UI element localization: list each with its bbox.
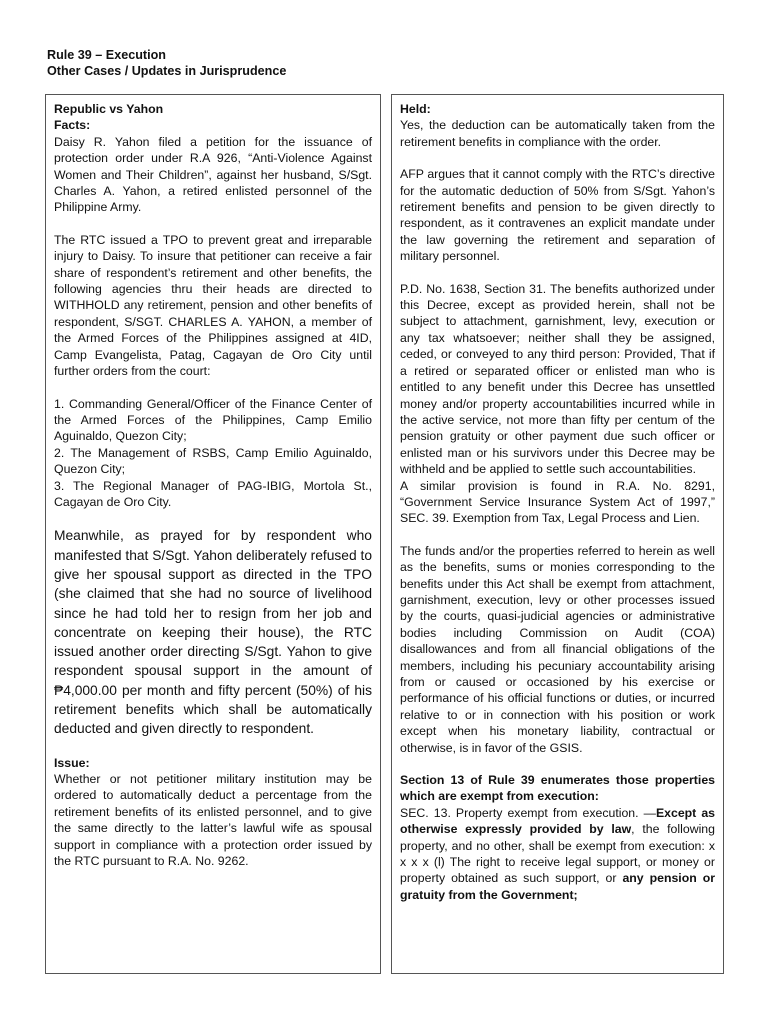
section-13-text [400, 805, 715, 903]
section-13-exception: Except as otherwise expressly provided by law [400, 805, 716, 837]
agency-list-item-3: 3. The Regional Manager of PAG-IBIG, Mortola St., Cagayan de Oro City. [54, 478, 372, 509]
facts-label: Facts: [54, 118, 91, 133]
held-label: Held: [400, 102, 431, 116]
facts-paragraph-3: Meanwhile, as prayed for by respondent who manifested that S/Sgt. Yahon deliberately refused to give her spousal support as directed in the TPO (she claimed that she had no source of livelihood since he had told her to resign from her job and concentrate on keeping their house), the RTC issued another order directing S/Sgt. Yahon to give respondent spousal support in the amount of ₱4,000.00 per month and fifty percent (50%) of his retirement benefits which shall be automatically deducted and given directly to respondent. [54, 528, 372, 737]
section-13-heading: SEC. 13. Property exempt from execution. — [400, 805, 656, 820]
pd-1638-provision: P.D. No. 1638, Section 31. The benefits authorized under this Decree, except as provided herein, shall not be subject to attachment, garnishment, levy, execution or any tax whatsoever; neither shall they be assigned, ceded, or conveyed to any third person: Provided, That if a retired or separated officer or enlisted man who is entitled to any benefit under this Decree has unsettled money and/or property accountabilities incurred while in the active service, not more than fifty per centum of the pension gratuity or other payment due such officer or enlisted man or his survivors under this Decree may be withheld and be applied to settle such accountabilities. [400, 281, 715, 477]
section-13-intro: Section 13 of Rule 39 enumerates those properties which are exempt from execution: [400, 773, 715, 804]
ra-8291-provision: A similar provision is found in R.A. No. 8291, “Government Service Insurance System Act of 1997,” SEC. 39. Exemption from Tax, Legal Process and Lien. [400, 478, 715, 526]
facts-paragraph-2: The RTC issued a TPO to prevent great and irreparable injury to Daisy. To insure that petitioner can receive a fair share of respondent’s retirement and other benefits, the following agencies thru their heads are directed to WITHHOLD any retirement, pension and other benefits of respondent, S/SGT. CHARLES A. YAHON, a member of the Armed Forces of the Philippines assigned at 4ID, Camp Evangelista, Patag, Cagayan de Oro City until further orders from the court: [54, 232, 372, 379]
section-13-pension-clause: any pension or gratuity from the Government; [400, 871, 715, 902]
right-column-box [391, 94, 724, 974]
agency-list-item-1: 1. Commanding General/Officer of the Finance Center of the Armed Forces of the Philippines, Camp Emilio Aguinaldo, Quezon City; [54, 396, 372, 444]
held-text: Yes, the deduction can be automatically taken from the retirement benefits in compliance with the order. [400, 118, 715, 149]
facts-paragraph-1: Daisy R. Yahon filed a petition for the issuance of protection order under R.A 926, “Anti-Violence Against Women and Their Children”, against her husband, S/Sgt. Charles A. Yahon, a retired enlisted personnel of the Philippine Army. [54, 134, 372, 215]
issue-text: Whether or not petitioner military institution may be ordered to automatically deduct a percentage from the retirement benefits of its enlisted personnel, and to give the same directly to the latter’s lawful wife as spousal support in compliance with a protection order issued by the RTC pursuant to R.A. No. 9262. [54, 772, 372, 869]
left-column-box [45, 94, 381, 974]
document-header [47, 47, 286, 79]
gsis-funds-exemption: The funds and/or the properties referred to herein as well as the benefits, sums or monies corresponding to the benefits under this Act shall be exempt from attachment, garnishment, execution, levy or other processes issued by the courts, quasi-judicial agencies or administrative bodies including Commission on Audit (COA) disallowances and from all financial obligations of the members, including his pecuniary accountability arising from or caused or occasioned by his exercise or performance of his official functions or duties, or incurred relative to or in connection with his position or work except when his monetary liability, contractual or otherwise, is in favor of the GSIS. [400, 543, 715, 755]
agency-list-item-2: 2. The Management of RSBS, Camp Emilio Aguinaldo, Quezon City; [54, 445, 372, 477]
afp-argument: AFP argues that it cannot comply with the RTC’s directive for the automatic deduction of 50% from S/Sgt. Yahon’s retirement benefits and pension to be given directly to respondent, as it contravenes an explicit mandate under the law governing the retirement and separation of military personnel. [400, 167, 715, 264]
section-13-body: , the following property, and no other, shall be exempt from execution: x x x x (l) The right to receive legal support, or money or property obtained as such support, or [400, 822, 715, 886]
rule-subtitle: Other Cases / Updates in Jurisprudence [47, 64, 287, 78]
issue-label: Issue: [54, 755, 90, 770]
rule-title: Rule 39 – Execution [47, 48, 166, 62]
case-title: Republic vs Yahon [54, 102, 164, 116]
